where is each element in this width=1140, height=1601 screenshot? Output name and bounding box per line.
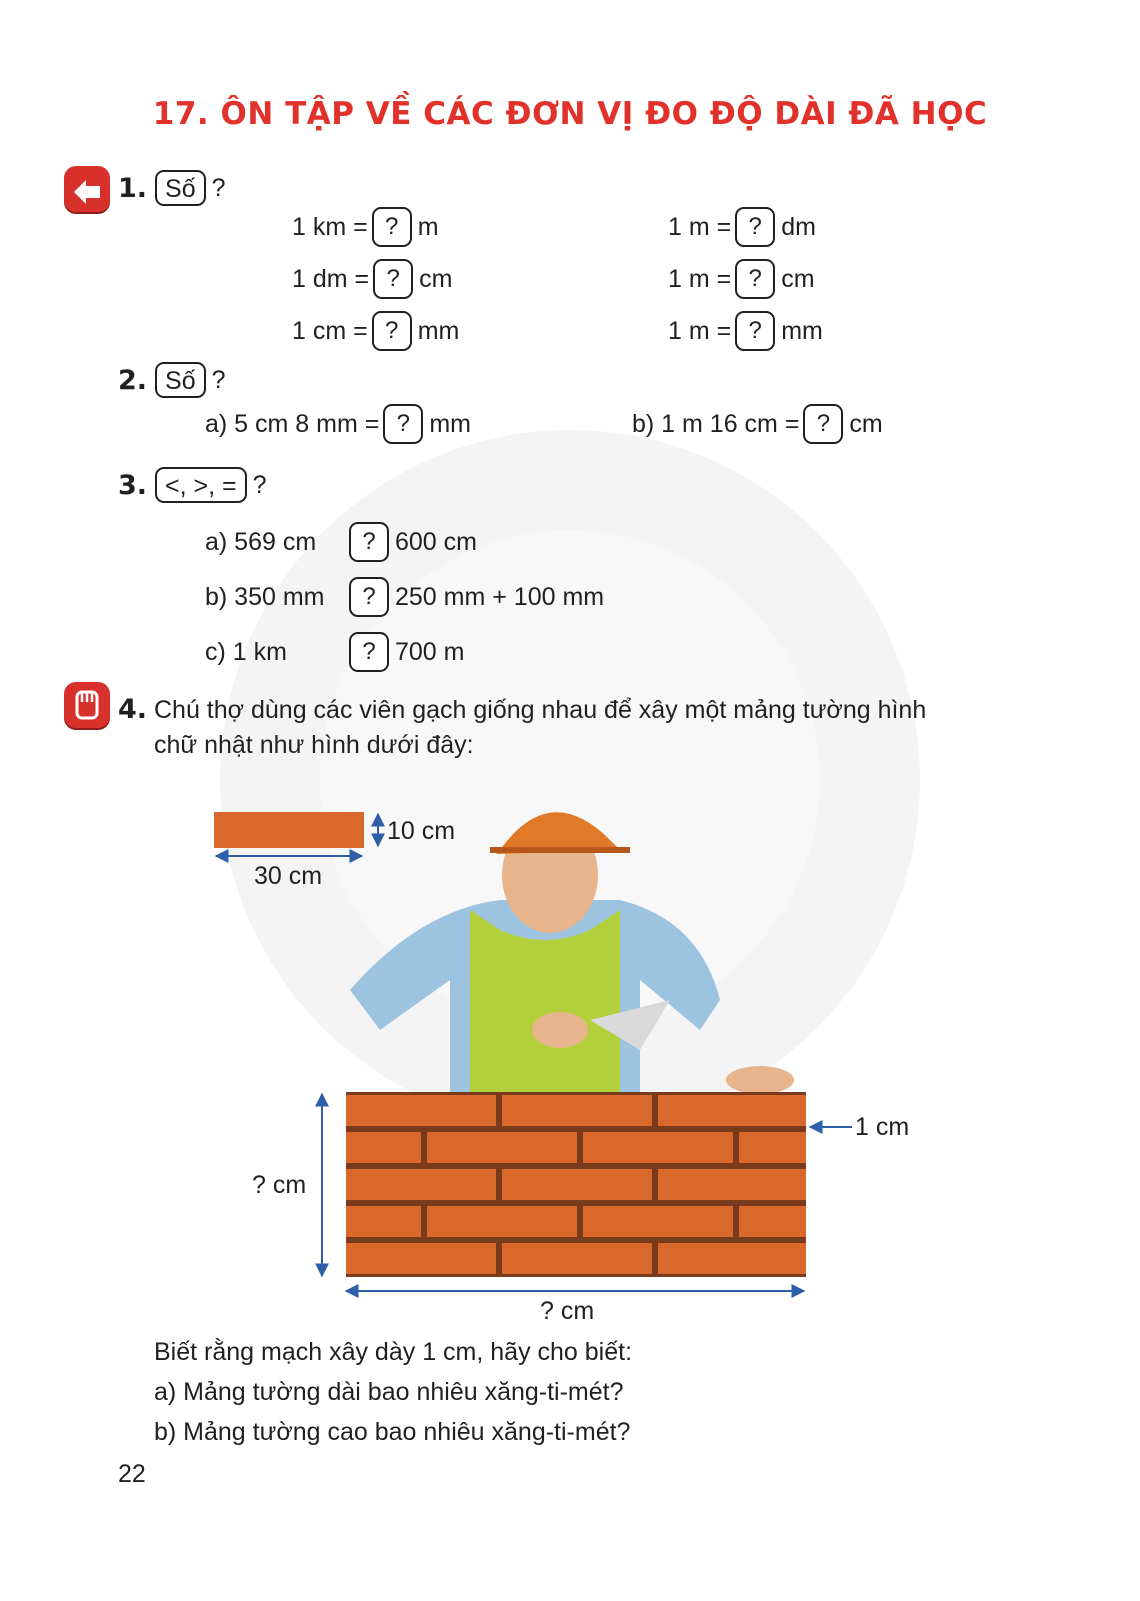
answer-box[interactable]: ? <box>372 207 412 247</box>
answer-box[interactable]: ? <box>735 311 775 351</box>
wall-brick <box>739 1132 806 1163</box>
ex1-right-row-1 <box>668 207 816 247</box>
page-title: 17. ÔN TẬP VỀ CÁC ĐƠN VỊ ĐO ĐỘ DÀI ĐÃ HỌC <box>152 96 988 132</box>
answer-box[interactable]: ? <box>349 632 389 672</box>
exercise-number: 3. <box>118 469 148 501</box>
question-b: b) Mảng tường cao bao nhiêu xăng-ti-mét? <box>154 1418 631 1446</box>
exercise-2-header <box>118 362 226 398</box>
ex2-item-a <box>205 404 471 444</box>
exercise-1-header <box>118 170 226 206</box>
answer-box[interactable]: ? <box>735 207 775 247</box>
wall-brick <box>346 1095 496 1126</box>
unit-label: mm <box>781 317 823 345</box>
answer-type-box: Số <box>155 362 206 398</box>
question-a: a) Mảng tường dài bao nhiêu xăng-ti-mét? <box>154 1378 624 1406</box>
practice-icon <box>64 166 110 212</box>
unit-label: dm <box>781 213 816 241</box>
equation-prefix: 1 cm = <box>292 317 368 345</box>
unit-label: mm <box>417 317 460 345</box>
answer-type-box: Số <box>155 170 206 206</box>
comparison-right: 700 m <box>395 638 465 666</box>
wall-height-label: ? cm <box>252 1171 307 1199</box>
equation-prefix: 1 m = <box>668 213 732 241</box>
brick-height-label: 10 cm <box>387 817 456 845</box>
wall-brick <box>658 1169 806 1200</box>
wall-brick <box>346 1206 421 1237</box>
equation-prefix: b) 1 m 16 cm = <box>632 410 800 438</box>
brick-width-label: 30 cm <box>254 862 323 890</box>
answer-box[interactable]: ? <box>373 259 413 299</box>
wall-brick <box>739 1206 806 1237</box>
wall-brick <box>346 1243 496 1274</box>
wall-brick <box>658 1095 806 1126</box>
wall-brick <box>502 1169 652 1200</box>
answer-box[interactable]: ? <box>349 577 389 617</box>
wall-brick <box>583 1132 733 1163</box>
comparison-right: 250 mm + 100 mm <box>395 583 605 611</box>
wall-brick <box>427 1206 577 1237</box>
problem-solving-icon <box>64 682 110 728</box>
single-brick <box>214 812 364 848</box>
unit-label: m <box>417 213 439 241</box>
brick-wall <box>346 1092 806 1277</box>
question-mark: ? <box>211 366 226 394</box>
wall-width-label: ? cm <box>540 1297 595 1325</box>
ex3-item-c <box>205 632 464 672</box>
question-mark: ? <box>211 174 226 202</box>
answer-box[interactable]: ? <box>372 311 412 351</box>
ex1-left-row-1 <box>292 207 439 247</box>
given-info: Biết rằng mạch xây dày 1 cm, hãy cho biết: <box>154 1338 633 1366</box>
unit-label: mm <box>429 410 471 438</box>
problem-text: Chú thợ dùng các viên gạch giống nhau để xây một mảng tường hình <box>154 696 927 724</box>
comparison-right: 600 cm <box>395 528 477 556</box>
answer-box[interactable]: ? <box>735 259 775 299</box>
wall-brick <box>583 1206 733 1237</box>
unit-label: cm <box>849 410 883 438</box>
comparison-left: b) 350 mm <box>205 583 325 611</box>
equation-prefix: 1 km = <box>292 213 368 241</box>
comparison-left: a) 569 cm <box>205 528 317 556</box>
wall-brick <box>346 1169 496 1200</box>
comparison-left: c) 1 km <box>205 638 287 666</box>
exercise-number: 4. <box>118 694 148 725</box>
answer-type-box: <, >, = <box>155 467 247 503</box>
exercise-4-line-1 <box>118 695 926 725</box>
wall-brick <box>502 1095 652 1126</box>
exercise-number: 2. <box>118 364 148 396</box>
answer-box[interactable]: ? <box>383 404 423 444</box>
ex1-left-row-3 <box>292 311 459 351</box>
wall-brick <box>427 1132 577 1163</box>
ex3-item-a <box>205 522 477 562</box>
answer-box[interactable]: ? <box>349 522 389 562</box>
ex2-item-b <box>632 404 883 444</box>
page-number: 22 <box>118 1460 146 1488</box>
answer-box[interactable]: ? <box>803 404 843 444</box>
unit-label: cm <box>781 265 815 293</box>
ex1-right-row-2 <box>668 259 815 299</box>
exercise-number: 1. <box>118 172 148 204</box>
question-mark: ? <box>252 471 267 499</box>
exercise-3-header <box>118 467 267 503</box>
equation-prefix: 1 dm = <box>292 265 370 293</box>
wall-brick <box>502 1243 652 1274</box>
ex3-item-b <box>205 577 604 617</box>
wall-brick <box>346 1132 421 1163</box>
exercise-4-line-2: chữ nhật như hình dưới đây: <box>154 731 474 759</box>
unit-label: cm <box>419 265 453 293</box>
equation-prefix: 1 m = <box>668 265 732 293</box>
wall-brick <box>658 1243 806 1274</box>
ex1-left-row-2 <box>292 259 452 299</box>
mortar-label: 1 cm <box>855 1113 910 1141</box>
worker-figure <box>350 812 794 1094</box>
ex1-right-row-3 <box>668 311 823 351</box>
equation-prefix: a) 5 cm 8 mm = <box>205 410 380 438</box>
equation-prefix: 1 m = <box>668 317 732 345</box>
